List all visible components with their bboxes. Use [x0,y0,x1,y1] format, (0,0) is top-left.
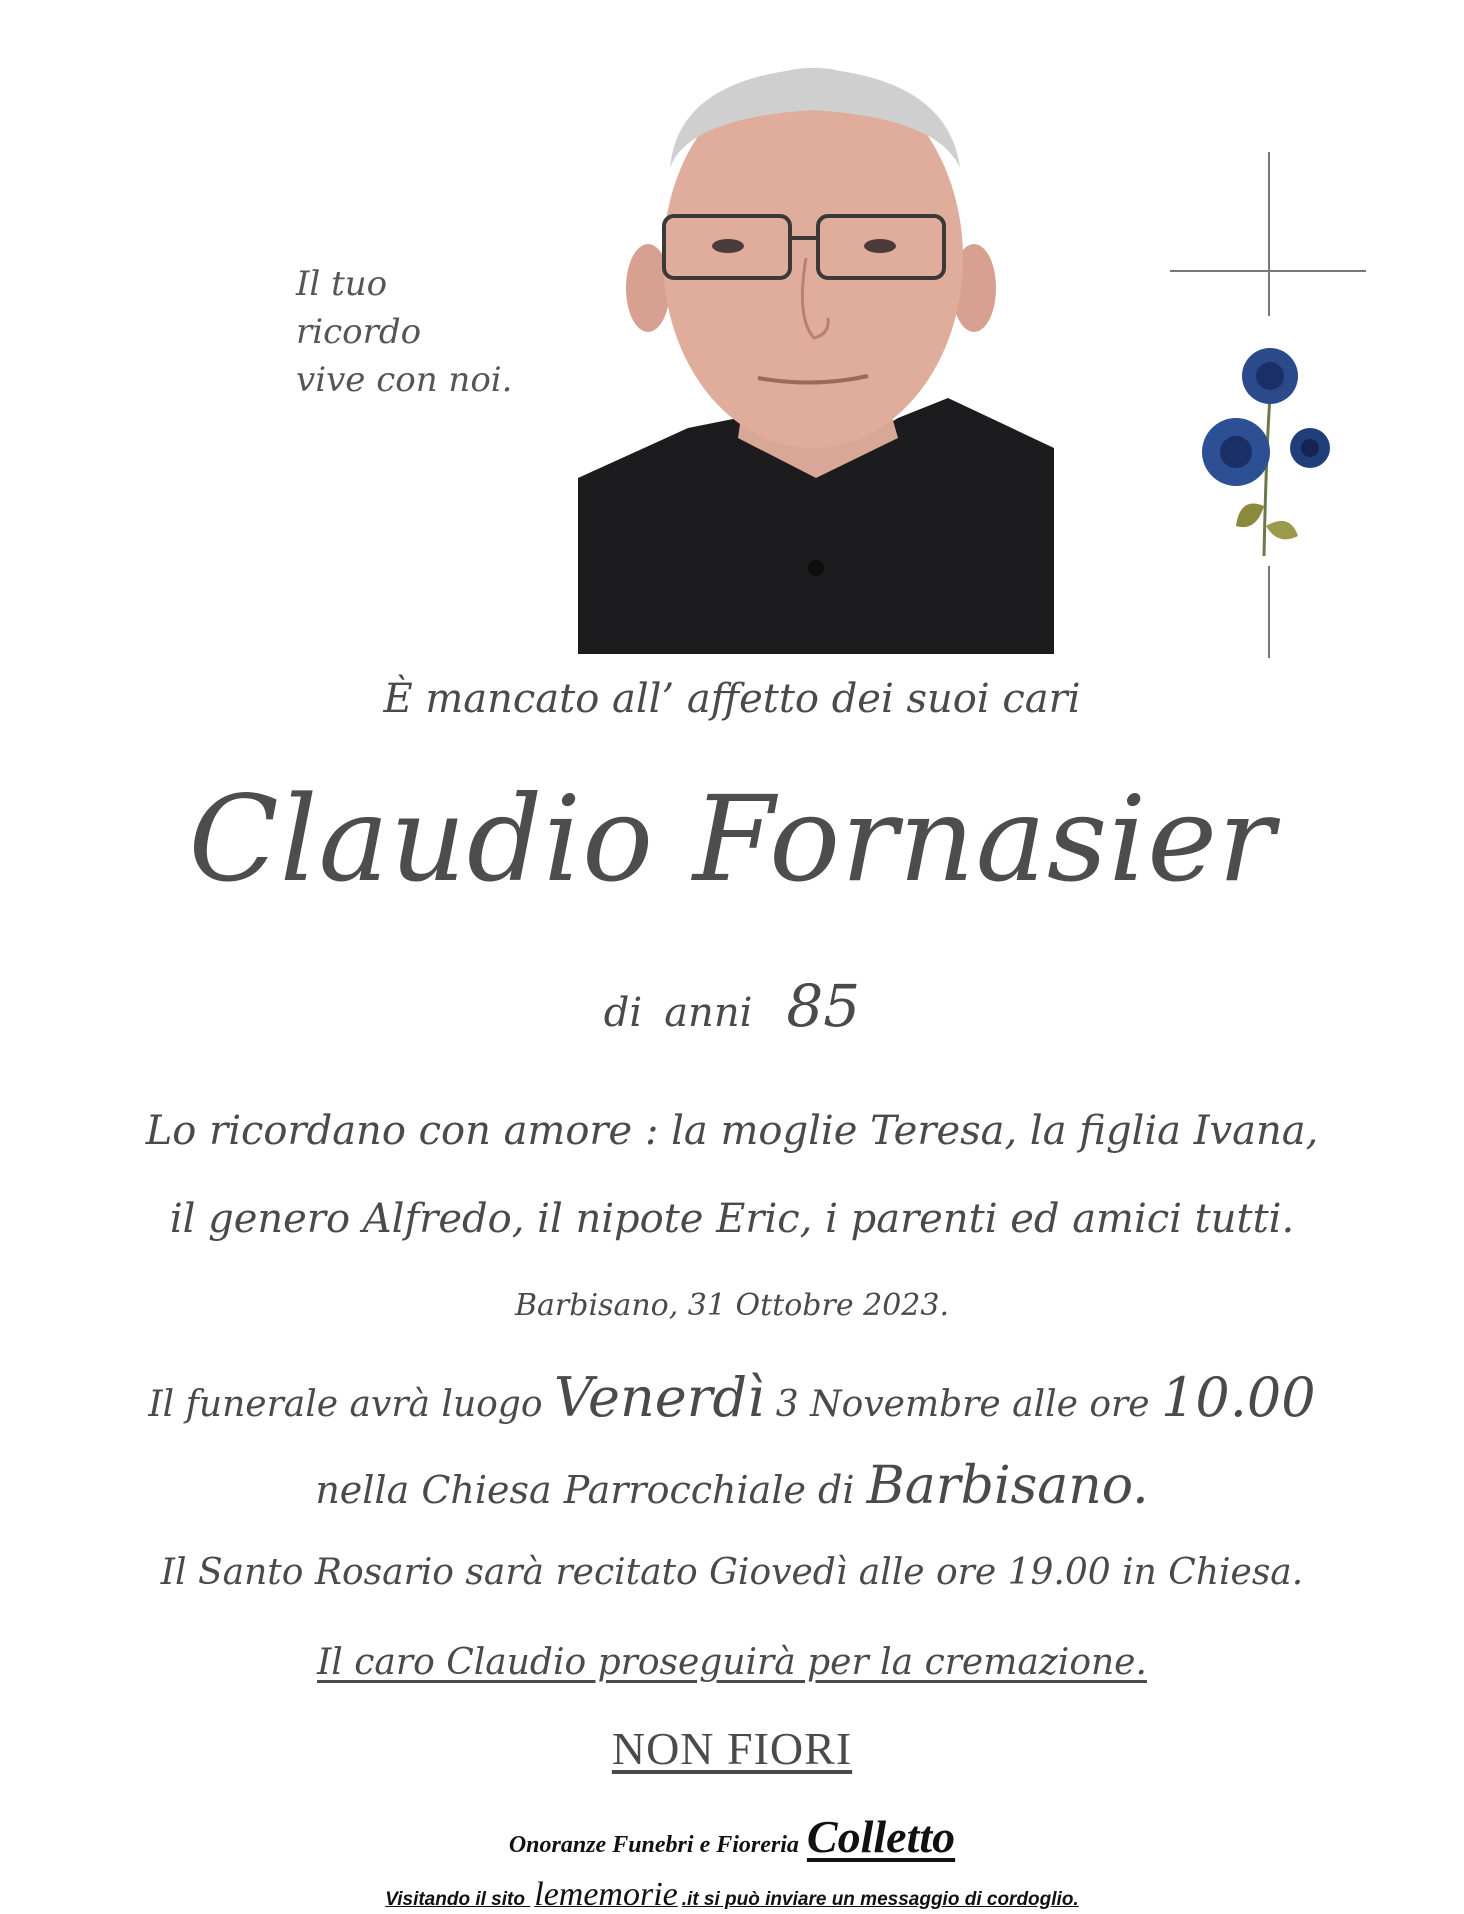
age-line [0,972,1464,1040]
funeral-line-2 [0,1456,1464,1516]
site-tld: .it [681,1889,699,1910]
footer-line [0,1876,1464,1914]
site-name: lememorie [534,1876,678,1913]
age-label-anni: anni [664,990,753,1036]
intro-line: È mancato all’ affetto dei suoi cari [383,676,1081,722]
cross-vertical-line [1268,152,1270,316]
cross-vertical-line-lower [1268,566,1270,658]
funeral-line-1 [0,1366,1464,1429]
remembrance-line-2: il genero Alfredo, il nipote Eric, i parenti ed amici tutti. [169,1196,1295,1242]
site-link[interactable] [534,1876,678,1913]
remembrance-line-1: Lo ricordano con amore : la moglie Teresa, la figlia Ivana, [145,1108,1319,1154]
funeral-place: Barbisano. [866,1456,1149,1516]
funeral-day: Venerdì [553,1366,765,1429]
portrait-photo [578,38,1054,654]
funeral-time: 10.00 [1160,1366,1316,1429]
age-value: 85 [786,972,861,1040]
footer-pre: Visitando il sito [385,1889,531,1910]
cross-horizontal-line [1170,270,1366,272]
agency-label: Onoranze Funebri e Fioreria [508,1832,799,1858]
agency-brand: Colletto [806,1811,956,1862]
funeral-mid: 3 Novembre alle ore [764,1384,1161,1425]
blue-rose-icon [1200,336,1336,562]
agency-line [0,1810,1464,1863]
quote-line-2: vive con noi. [296,360,513,400]
deceased-name: Claudio Fornasier [188,770,1276,908]
funeral-church: nella Chiesa Parrocchiale di [315,1468,867,1512]
memorial-quote [296,260,516,404]
quote-line-1: Il tuo ricordo [296,264,422,352]
no-flowers-notice: NON FIORI [611,1723,853,1774]
cremation-line: Il caro Claudio proseguirà per la cremazione. [317,1642,1147,1683]
footer-post: si può inviare un messaggio di cordoglio. [698,1889,1079,1910]
funeral-pre: Il funerale avrà luogo [148,1384,554,1425]
place-date: Barbisano, 31 Ottobre 2023. [514,1288,949,1323]
rosary-line: Il Santo Rosario sarà recitato Giovedì alle ore 19.00 in Chiesa. [160,1552,1304,1593]
age-label-di: di [603,990,643,1036]
